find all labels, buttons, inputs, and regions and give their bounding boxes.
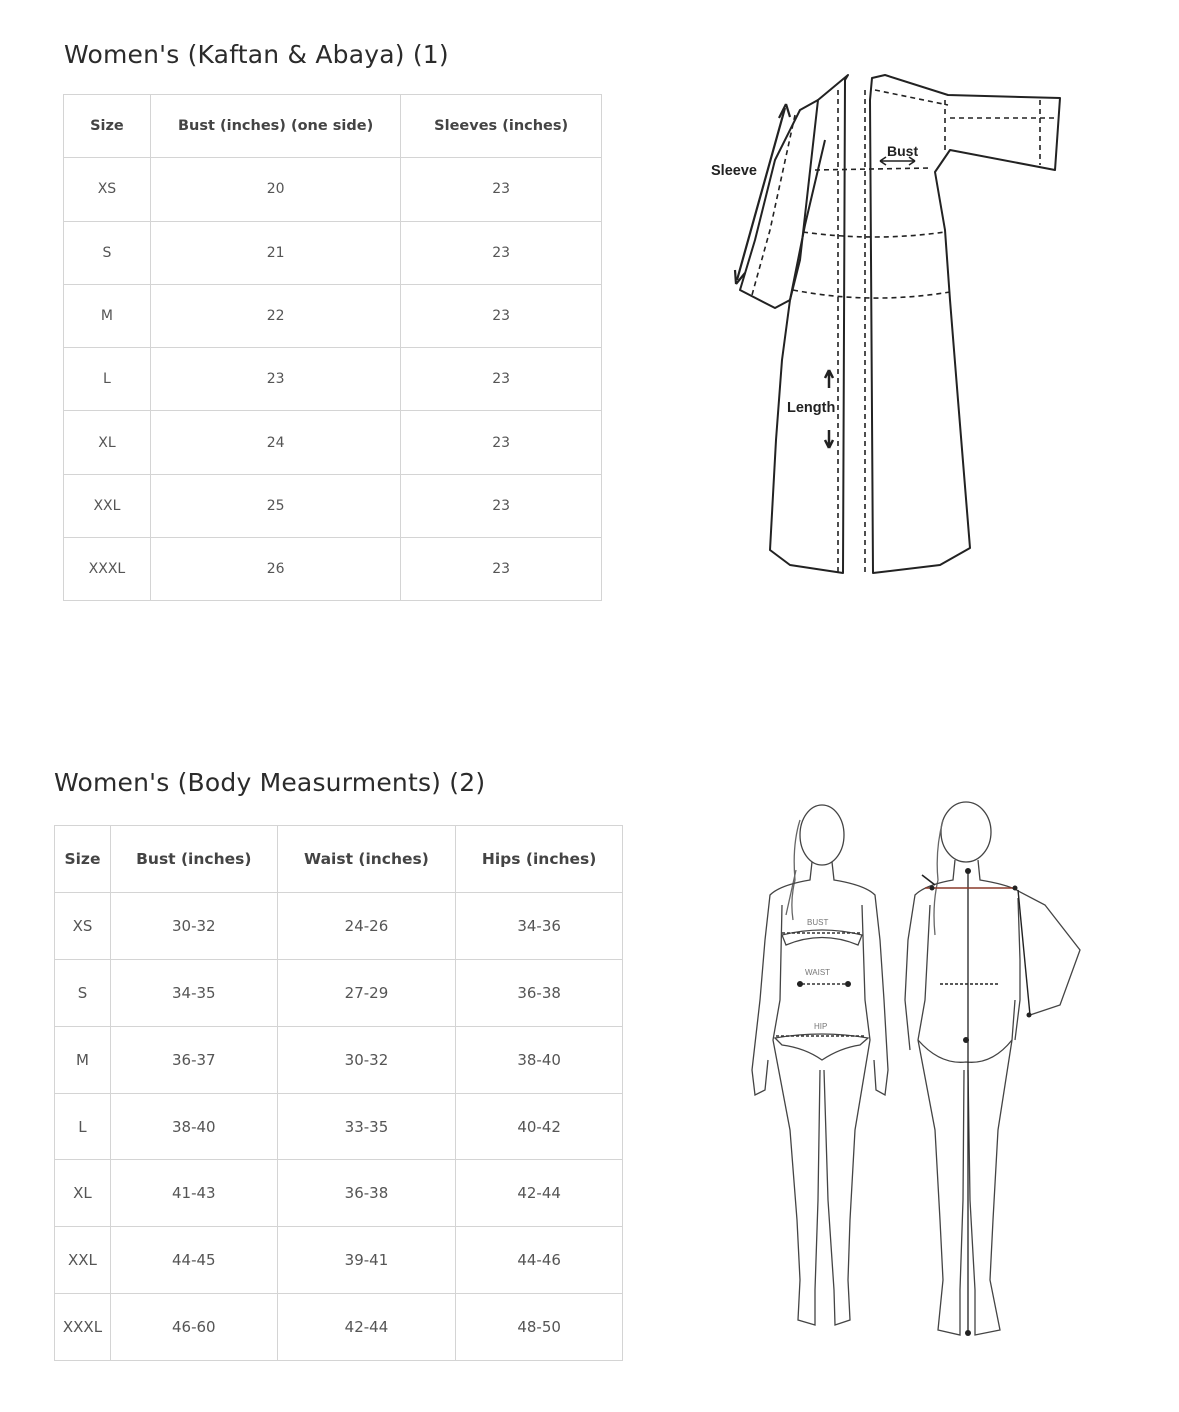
cell-bust: 46-60 — [110, 1294, 277, 1361]
cell-sleeves: 23 — [401, 284, 602, 347]
cell-hips: 34-36 — [456, 892, 623, 959]
cell-waist: 42-44 — [277, 1294, 456, 1361]
table-row — [64, 158, 602, 221]
cell-waist: 30-32 — [277, 1026, 456, 1093]
header-hips: Hips (inches) — [456, 826, 623, 893]
cell-size: XL — [55, 1160, 111, 1227]
cell-sleeves: 23 — [401, 538, 602, 601]
table-row — [64, 411, 602, 474]
kaftan-size-table — [63, 94, 602, 601]
header-waist: Waist (inches) — [277, 826, 456, 893]
header-bust: Bust (inches) — [110, 826, 277, 893]
cell-bust: 20 — [150, 158, 400, 221]
table-row — [64, 221, 602, 284]
cell-sleeves: 23 — [401, 221, 602, 284]
cell-size: XXL — [55, 1227, 111, 1294]
cell-sleeves: 23 — [401, 411, 602, 474]
table-header-row — [64, 95, 602, 158]
table-row — [55, 892, 623, 959]
cell-waist: 24-26 — [277, 892, 456, 959]
cell-size: XL — [64, 411, 151, 474]
table-row — [55, 1093, 623, 1160]
cell-size: XS — [55, 892, 111, 959]
header-size: Size — [64, 95, 151, 158]
cell-sleeves: 23 — [401, 348, 602, 411]
table-row — [55, 1160, 623, 1227]
cell-waist: 36-38 — [277, 1160, 456, 1227]
header-size: Size — [55, 826, 111, 893]
cell-size: L — [64, 348, 151, 411]
cell-size: XXXL — [55, 1294, 111, 1361]
cell-bust: 23 — [150, 348, 400, 411]
cell-bust: 24 — [150, 411, 400, 474]
cell-bust: 44-45 — [110, 1227, 277, 1294]
waist-label: WAIST — [805, 968, 831, 977]
header-sleeves: Sleeves (inches) — [401, 95, 602, 158]
cell-hips: 38-40 — [456, 1026, 623, 1093]
cell-hips: 44-46 — [456, 1227, 623, 1294]
cell-size: XS — [64, 158, 151, 221]
body-measurement-table — [54, 825, 623, 1361]
cell-bust: 34-35 — [110, 959, 277, 1026]
table-row — [64, 474, 602, 537]
cell-sleeves: 23 — [401, 474, 602, 537]
cell-size: S — [55, 959, 111, 1026]
cell-bust: 22 — [150, 284, 400, 347]
table-row — [64, 538, 602, 601]
cell-bust: 26 — [150, 538, 400, 601]
length-label: Length — [787, 400, 836, 416]
cell-size: M — [64, 284, 151, 347]
cell-hips: 42-44 — [456, 1160, 623, 1227]
cell-bust: 21 — [150, 221, 400, 284]
cell-bust: 36-37 — [110, 1026, 277, 1093]
cell-bust: 41-43 — [110, 1160, 277, 1227]
cell-waist: 33-35 — [277, 1093, 456, 1160]
cell-hips: 40-42 — [456, 1093, 623, 1160]
cell-bust: 25 — [150, 474, 400, 537]
cell-size: S — [64, 221, 151, 284]
body-measurement-diagram — [740, 790, 1100, 1350]
table-header-row — [55, 826, 623, 893]
cell-size: XXXL — [64, 538, 151, 601]
kaftan-chart-title: Women's (Kaftan & Abaya) (1) — [64, 40, 449, 69]
kaftan-measurement-diagram — [700, 65, 1070, 585]
bust-label: Bust — [887, 143, 919, 159]
cell-bust: 30-32 — [110, 892, 277, 959]
cell-waist: 27-29 — [277, 959, 456, 1026]
bust-label: BUST — [807, 918, 829, 927]
cell-hips: 36-38 — [456, 959, 623, 1026]
header-bust: Bust (inches) (one side) — [150, 95, 400, 158]
table-row — [55, 1026, 623, 1093]
cell-sleeves: 23 — [401, 158, 602, 221]
cell-hips: 48-50 — [456, 1294, 623, 1361]
table-row — [55, 959, 623, 1026]
cell-size: XXL — [64, 474, 151, 537]
cell-size: M — [55, 1026, 111, 1093]
table-row — [55, 1294, 623, 1361]
hip-label: HIP — [814, 1022, 828, 1031]
body-chart-title: Women's (Body Measurments) (2) — [54, 768, 486, 797]
table-row — [64, 284, 602, 347]
cell-bust: 38-40 — [110, 1093, 277, 1160]
table-row — [55, 1227, 623, 1294]
table-row — [64, 348, 602, 411]
cell-size: L — [55, 1093, 111, 1160]
front-figure — [752, 805, 888, 1325]
sleeve-label: Sleeve — [711, 163, 757, 179]
cell-waist: 39-41 — [277, 1227, 456, 1294]
